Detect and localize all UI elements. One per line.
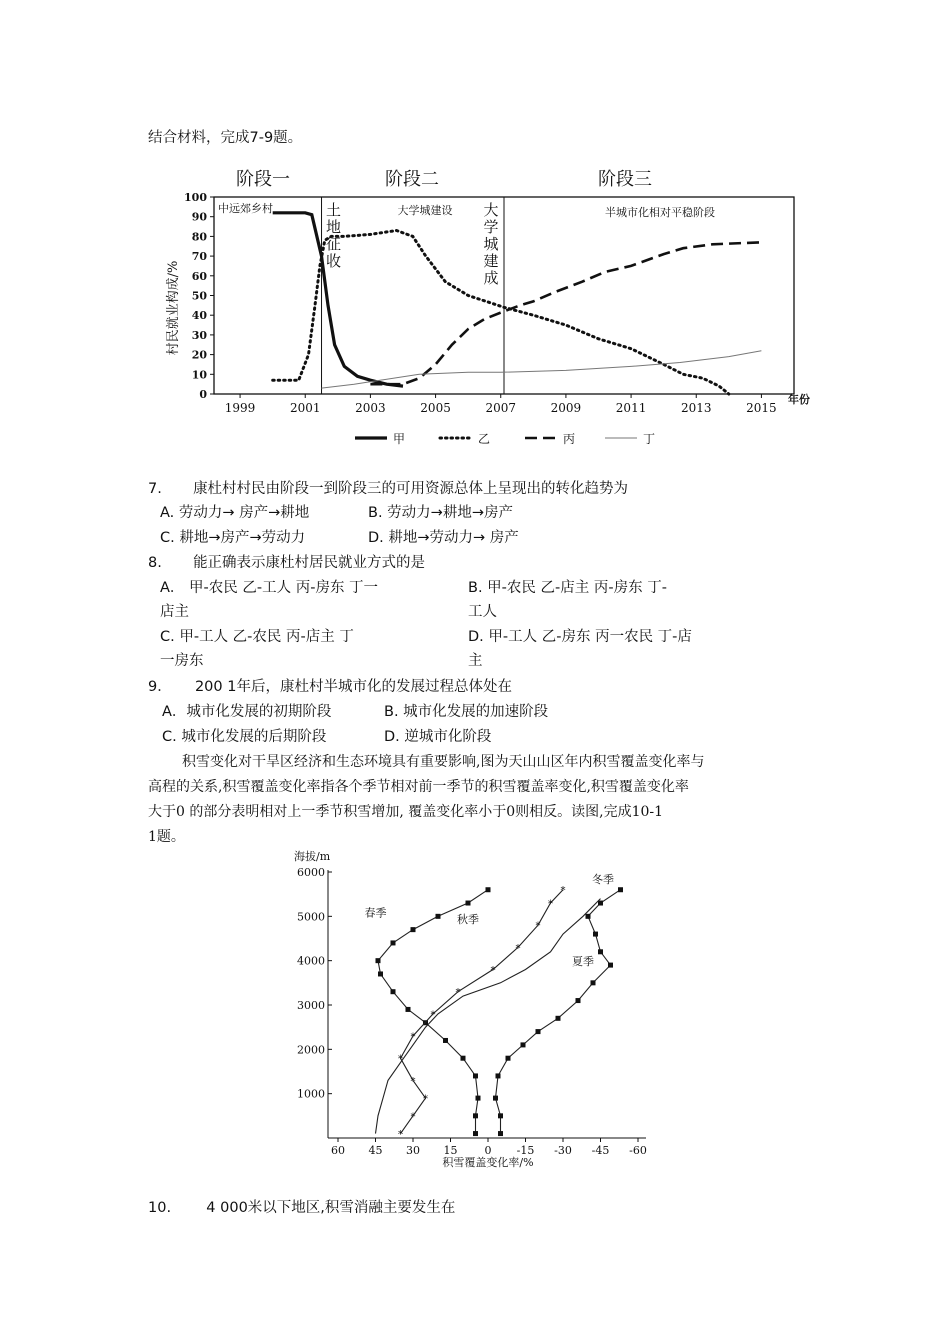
x-tick-label: 2005	[420, 401, 451, 415]
point-秋季: *	[430, 1009, 436, 1021]
y-axis-label-elevation: 海拔/m	[294, 850, 331, 863]
passage-line-4: 1题。	[148, 829, 185, 845]
point-秋季: *	[410, 1032, 416, 1044]
q8-text: 能正确表示康杜村居民就业方式的是	[193, 555, 426, 571]
passage-line-1: 积雪变化对干旱区经济和生态环境具有重要影响,图为天山山区年内积雪覆盖变化率与	[182, 754, 705, 770]
q7-label: 7.	[148, 481, 162, 497]
x-tick-label: -60	[629, 1144, 647, 1157]
snow-cover-chart	[270, 844, 670, 1174]
y-axis-label: 村民就业构成/%	[166, 260, 181, 356]
point-夏季	[443, 1038, 448, 1043]
event-campus-construction: 大学城建设	[397, 204, 453, 217]
x-tick-label: -45	[591, 1144, 610, 1157]
point-秋季: *	[398, 1054, 403, 1066]
point-秋季: *	[490, 965, 496, 977]
series-春季	[376, 899, 601, 1134]
x-tick-label: 30	[406, 1144, 420, 1157]
y-tick-label: 20	[191, 348, 207, 362]
point-冬季	[493, 1096, 498, 1101]
x-tick-label: 2015	[746, 401, 777, 415]
x-tick-label: 0	[484, 1144, 492, 1157]
q8-option-c-line2: 一房东	[160, 653, 204, 669]
q8-option-a-line1: A． 甲-农民 乙-工人 丙-房东 丁一	[160, 580, 379, 596]
x-tick-label: 2003	[355, 401, 386, 415]
point-秋季: *	[423, 1094, 428, 1106]
q8-option-b-line1: B. 甲-农民 乙-店主 丙-房东 丁-	[468, 580, 667, 596]
point-冬季	[598, 901, 603, 906]
x-tick-label: 1999	[224, 401, 256, 415]
point-冬季	[536, 1029, 541, 1034]
point-夏季	[476, 1096, 481, 1101]
point-夏季	[473, 1113, 478, 1118]
point-秋季: *	[535, 921, 541, 933]
event-campus-completed: 建	[483, 252, 499, 270]
point-冬季	[498, 1113, 503, 1118]
y-tick-label: 5000	[297, 910, 325, 924]
point-夏季	[473, 1073, 478, 1078]
point-秋季: *	[398, 1129, 403, 1141]
q7-text: 康杜村村民由阶段一到阶段三的可用资源总体上呈现出的转化趋势为	[193, 481, 629, 497]
y-tick-label: 50	[191, 289, 207, 303]
point-夏季	[486, 887, 491, 892]
x-tick-label: -30	[554, 1144, 572, 1157]
point-夏季	[391, 989, 396, 994]
y-tick-label: 1000	[297, 1087, 325, 1101]
point-夏季	[436, 914, 441, 919]
x-axis-label-snow-change: 积雪覆盖变化率/%	[442, 1156, 534, 1169]
point-冬季	[498, 1131, 503, 1136]
stage-2-label: 阶段二	[385, 169, 439, 190]
stage-1-label: 阶段一	[236, 169, 290, 190]
point-冬季	[593, 932, 598, 937]
y-tick-label: 4000	[297, 954, 325, 968]
x-tick-label: 45	[368, 1144, 383, 1157]
event-campus-completed: 成	[483, 269, 499, 287]
q7-option-c: C. 耕地→房产→劳动力	[160, 530, 306, 546]
point-秋季: *	[515, 943, 521, 955]
legend-label-丙: 丙	[563, 432, 576, 446]
q10-text: 4 000米以下地区,积雪消融主要发生在	[206, 1200, 456, 1216]
y-tick-label: 2000	[297, 1043, 325, 1057]
event-land-acquisition: 征	[326, 235, 342, 253]
point-冬季	[506, 1056, 511, 1061]
point-冬季	[598, 949, 603, 954]
point-夏季	[406, 1007, 411, 1012]
employment-chart	[160, 160, 840, 450]
x-axis-label: 年份	[788, 393, 810, 406]
y-tick-label: 40	[191, 309, 207, 323]
series-label-夏季: 夏季	[572, 955, 594, 969]
q9-option-c: C. 城市化发展的后期阶段	[162, 729, 327, 745]
series-label-秋季: 秋季	[457, 912, 479, 926]
point-冬季	[556, 1016, 561, 1021]
q9-option-d: D. 逆城市化阶段	[384, 729, 492, 745]
q7-option-b: B. 劳动力→耕地→房产	[368, 505, 513, 521]
point-秋季: *	[560, 885, 566, 897]
q10-label: 10.	[148, 1200, 172, 1216]
q9	[148, 677, 512, 697]
q9-text: 200 1年后，康杜村半城市化的发展过程总体处在	[194, 679, 512, 695]
y-tick-label: 6000	[297, 866, 325, 879]
q7-option-d: D. 耕地→劳动力→ 房产	[368, 530, 519, 546]
event-stable-stage: 半城市化相对平稳阶段	[605, 206, 715, 219]
legend-label-乙: 乙	[478, 432, 491, 446]
q7-option-a: A. 劳动力→ 房产→耕地	[160, 505, 310, 521]
y-tick-label: 30	[191, 328, 207, 342]
point-夏季	[466, 901, 471, 906]
stage-3-label: 阶段三	[598, 169, 652, 190]
q10	[148, 1198, 455, 1218]
q8-option-d-line2: 主	[468, 653, 483, 669]
q9-label: 9．	[148, 679, 172, 695]
point-秋季: *	[548, 899, 553, 911]
point-夏季	[411, 927, 416, 932]
x-tick-label: 60	[331, 1144, 345, 1157]
x-tick-label: 2009	[550, 401, 582, 415]
point-冬季	[618, 887, 623, 892]
point-冬季	[576, 998, 581, 1003]
event-land-acquisition: 土	[326, 201, 342, 219]
q8	[148, 553, 425, 573]
y-tick-label: 90	[191, 210, 207, 224]
point-夏季	[391, 940, 396, 945]
intro-7-9: 结合材料，完成7-9题。	[148, 130, 303, 146]
x-tick-label: 2001	[289, 401, 321, 415]
event-land-acquisition: 地	[326, 218, 342, 236]
point-冬季	[608, 963, 613, 968]
y-tick-label: 100	[184, 191, 207, 204]
legend-label-甲: 甲	[393, 432, 406, 446]
point-秋季: *	[410, 1111, 416, 1123]
q8-option-a-line2: 店主	[160, 604, 189, 620]
y-tick-label: 10	[191, 368, 207, 382]
x-tick-label: 2007	[485, 401, 517, 415]
point-秋季: *	[455, 987, 461, 999]
passage-line-2: 高程的关系,积雪覆盖变化率指各个季节相对前一季节的积雪覆盖率变化,积雪覆盖变化率	[148, 779, 689, 795]
y-tick-label: 80	[191, 230, 207, 244]
point-冬季	[586, 914, 591, 919]
point-秋季: *	[410, 1076, 416, 1088]
y-tick-label: 0	[199, 388, 207, 401]
point-夏季	[378, 971, 383, 976]
series-丁	[322, 351, 762, 388]
passage-line-3: 大于0 的部分表明相对上一季节积雪增加, 覆盖变化率小于0则相反。读图,完成10-1	[148, 804, 664, 820]
event-village: 中远郊乡村	[218, 202, 273, 215]
point-冬季	[521, 1042, 526, 1047]
q9-option-a: A．城市化发展的初期阶段	[162, 704, 332, 720]
series-丙	[370, 242, 761, 384]
y-tick-label: 70	[191, 250, 207, 264]
x-tick-label: 15	[443, 1144, 458, 1157]
y-tick-label: 60	[191, 269, 207, 283]
event-land-acquisition: 收	[326, 252, 342, 270]
q8-label: 8.	[148, 555, 162, 571]
q8-option-b-line2: 工人	[468, 604, 497, 620]
x-tick-label: 2013	[680, 401, 712, 415]
event-campus-completed: 学	[483, 218, 499, 236]
q8-option-d-line1: D. 甲-工人 乙-房东 丙一农民 丁-店	[468, 629, 692, 645]
point-夏季	[461, 1056, 466, 1061]
point-冬季	[496, 1073, 501, 1078]
point-夏季	[376, 958, 381, 963]
legend-label-丁: 丁	[643, 432, 656, 446]
q8-option-c-line1: C. 甲-工人 乙-农民 丙-店主 丁	[160, 629, 354, 645]
event-campus-completed: 城	[483, 235, 499, 253]
point-冬季	[591, 980, 596, 985]
event-campus-completed: 大	[483, 201, 499, 219]
q9-option-b: B. 城市化发展的加速阶段	[384, 704, 549, 720]
point-夏季	[473, 1131, 478, 1136]
x-tick-label: -15	[516, 1144, 535, 1157]
x-tick-label: 2011	[615, 401, 647, 415]
y-tick-label: 3000	[297, 999, 325, 1012]
series-label-春季: 春季	[364, 906, 387, 920]
series-label-冬季: 冬季	[592, 873, 614, 887]
series-冬季	[496, 890, 621, 1134]
q7	[148, 479, 628, 499]
